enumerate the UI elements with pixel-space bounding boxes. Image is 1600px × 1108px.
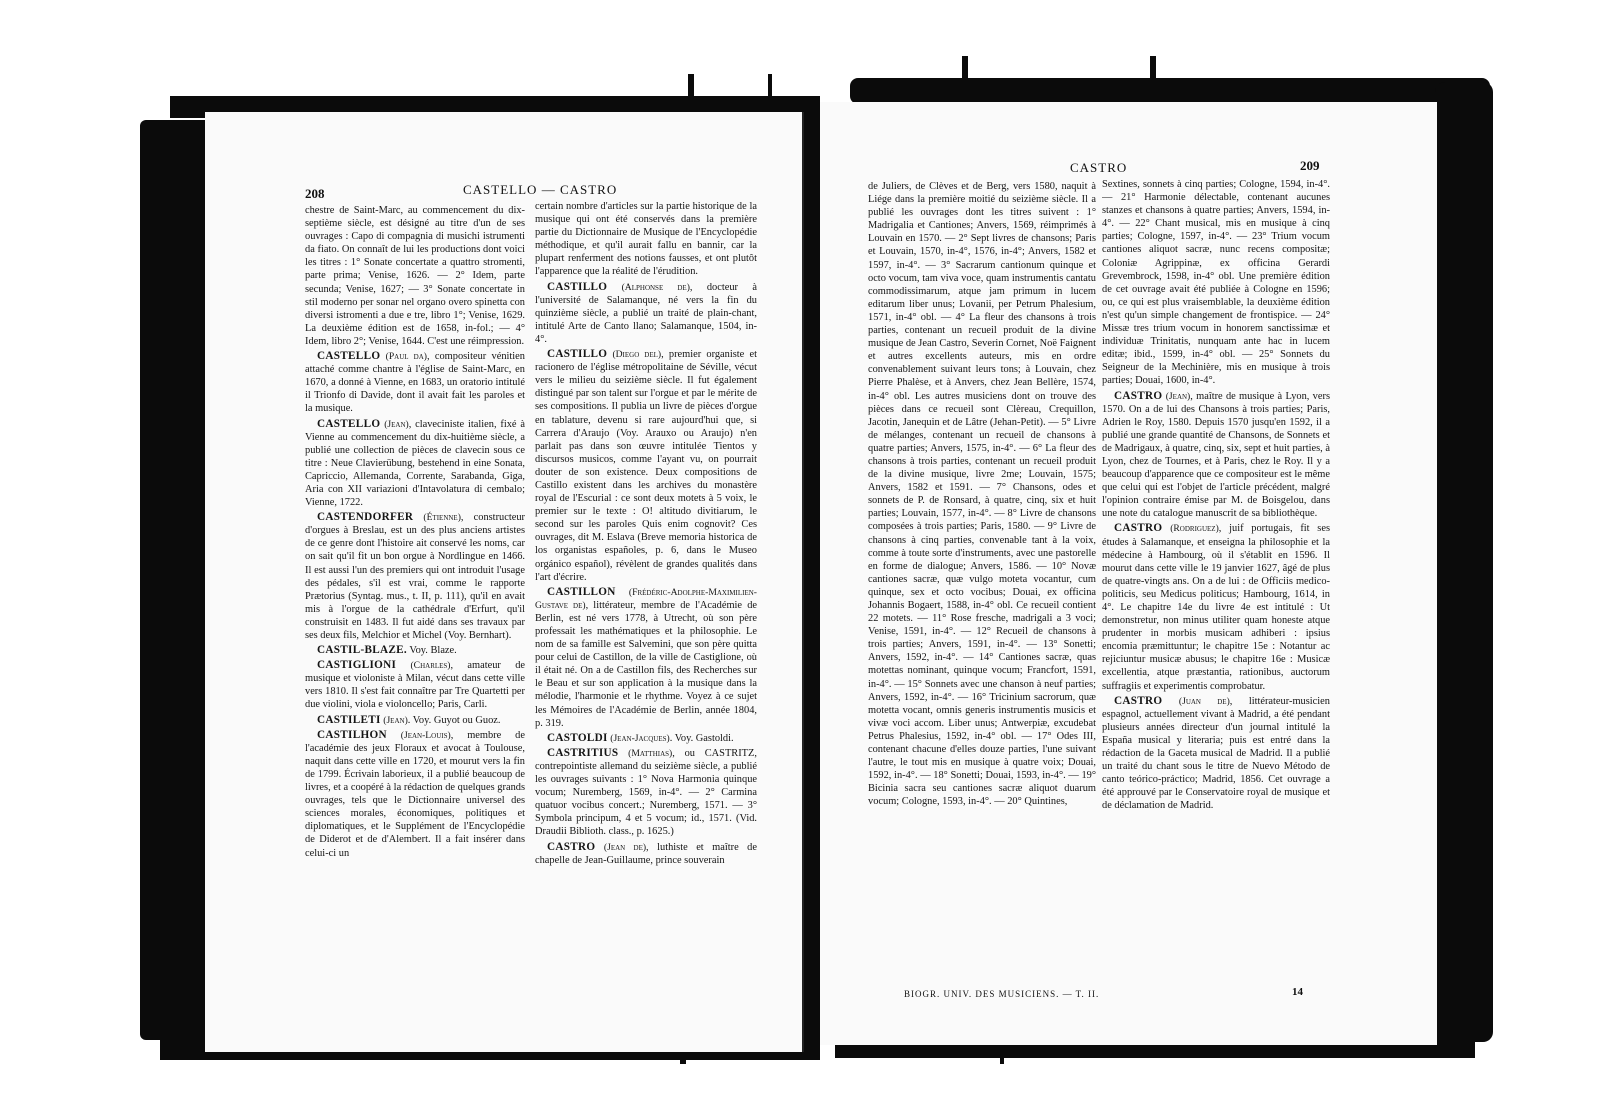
dictionary-entry bbox=[535, 841, 757, 867]
entry-headword: CASTILLO bbox=[547, 348, 608, 361]
entry-headword: CASTRO bbox=[1114, 389, 1163, 402]
left-running-head: CASTELLO — CASTRO bbox=[463, 182, 618, 197]
scan-tab-mark bbox=[768, 74, 772, 104]
dictionary-entry bbox=[305, 418, 525, 510]
scan-tab-mark bbox=[1000, 1044, 1004, 1064]
entry-headword: CASTILLON bbox=[547, 585, 616, 598]
entry-text: , juif portugais, fit ses études à Salamanque, et enseigna la philosophie et la médecine à Hambourg, où il s'établit en 1596. Il mourut dans cette ville le 19 janvier 1627, âgé de plus de quatre-vingts ans. On a de lui : de Officiis medico-politicis, seu Medicus politicus; Hambourg, 1614, in 4°. Le chapitre 14e du livre 4e est intitulé : Ut demonstretur, non minus utiliter quam honeste atque prudenter in morbis musicam adhiberi : ipsius encomia præmittuntur; le chapitre 15e : Notantur ac rejiciuntur musicæ abusus; le chapitre 16e : Musicæ excellentia, atque præstantia, rationibus, auctorum suffragiis et experimentis comprobatur. bbox=[1102, 523, 1330, 692]
entry-text: , littérateur, membre de l'Académie de Berlin, est né vers 1778, à Utrecht, où son père professait les mathématiques et la philosophie. Le nom de sa famille est Salvemini, que son père quitta pour celui de Castillon, de la ville de Castiglione, où il était né. On a de Castillon fils, des Recherches sur le Beau et sur son application à la musique dans la mélodie, l'harmonie et le rhythme. Voyez à ce sujet les Mémoires de l'Académie de Berlin, année 1804, p. 319. bbox=[535, 599, 757, 729]
entry-headword: CASTIGLIONI bbox=[317, 659, 397, 672]
entry-text: , luthiste et maître de chapelle de Jean-Guillaume, prince souverain bbox=[535, 841, 757, 866]
entry-forename: (Jean-Louis) bbox=[400, 729, 451, 741]
entry-headword: CASTELLO bbox=[317, 350, 381, 363]
entry-text: Sextines, sonnets à cinq parties; Cologne, 1594, in-4°. — 21° Harmonie délectable, contenant aucunes stanzes et chansons à quatre parties; Anvers, 1594, in-4°. — 22° Chant musical, mis en musique à cinq parties; Cologne, 1597, in-4°. — 23° Trium vocum cantiones aliquot sacræ, nunc recens compositæ; Coloniæ Agrippinæ, ex officina Gerardi Grevembrock, 1598, in-4° obl. Une première édition de cet ouvrage avait été publiée à Cologne en 1596; ou, ce qui est plus vraisemblable, la deuxième édition n'est qu'un simple changement de frontispice. — 24° Missæ tres trium vocum in honorem sanctissimæ et individuæ Trinitatis, nunquam ante hac in lucem editæ; ibid., 1599, in-4° obl. — 25° Sonnets du Seigneur de la Mechinière, mis en musique à trois parties; Douai, 1600, in-4°. bbox=[1102, 179, 1330, 387]
left-page bbox=[205, 112, 804, 1052]
left-column-1 bbox=[305, 204, 525, 1032]
entry-forename: (Jean) bbox=[1165, 390, 1191, 402]
entry-forename: (Jean-Jacques) bbox=[610, 732, 670, 744]
entry-continuation bbox=[305, 204, 525, 348]
entry-text: , amateur de musique et violoniste à Milan, vécut dans cette ville vers 1810. Il s'est fait connaître par Tre Quartetti per due violini, viola e violoncello; Paris, Carli. bbox=[305, 660, 525, 711]
dictionary-entry bbox=[305, 350, 525, 415]
entry-headword: CASTENDORFER bbox=[317, 511, 414, 524]
entry-headword: CASTOLDI bbox=[547, 731, 608, 744]
entry-forename: (Étienne) bbox=[423, 512, 461, 524]
dictionary-entry bbox=[305, 659, 525, 711]
entry-forename: (Frédéric-Adolphe-Maximilien-Gustave de) bbox=[535, 586, 757, 611]
left-page-number: 208 bbox=[305, 186, 325, 201]
entry-headword: CASTRO bbox=[1114, 522, 1163, 535]
entry-forename: (Rodriguez) bbox=[1170, 523, 1219, 535]
scan-border-left-cover bbox=[140, 120, 215, 1040]
entry-forename: (Diego del) bbox=[612, 349, 662, 361]
entry-forename: (Jean) bbox=[384, 418, 409, 430]
signature-number: 14 bbox=[1292, 986, 1303, 998]
dictionary-entry bbox=[535, 732, 757, 745]
entry-headword: CASTILLO bbox=[547, 280, 608, 293]
dictionary-entry bbox=[535, 348, 757, 584]
entry-headword: CASTILETI bbox=[317, 713, 381, 726]
entry-text: , ou CASTRITZ, contrepointiste allemand du seizième siècle, a publié les ouvrages suivants : 1° Nova Harmonia quinque vocum; Nuremberg, 1569, in-4°. — 2° Carmina quatuor vocibus concert.; Nuremberg, 1571. — 3° Symbola principum, 4 et 5 vocum; id., 1571. (Vid. Draudii Biblioth. class., p. 1625.) bbox=[535, 747, 757, 838]
entry-continuation bbox=[535, 200, 757, 279]
entry-headword: CASTILHON bbox=[317, 728, 387, 741]
entry-text: , claveciniste italien, fixé à Vienne au commencement du dix-huitième siècle, a publié une collection de pièces de clavecin sous ce titre : Neue Clavierübung, bestehend in eine Sonata, Capriccio, Allemanda, Corrente, Sarabanda, Giga, Aria con XII variazioni d'Intavolatura di cembalo; Vienne, 1722. bbox=[305, 418, 525, 509]
entry-forename: (Matthias) bbox=[628, 747, 673, 759]
entry-headword: CASTRO bbox=[547, 840, 596, 853]
entry-forename: (Alphonse de) bbox=[621, 281, 690, 293]
entry-text: de Juliers, de Clèves et de Berg, vers 1580, naquit à Liége dans la première moitié du seizième siècle. Il a publié les ouvrages dont les titres suivent : 1° Madrigalia et Cantiones; Anvers, 1569, réimprimés à Louvain en 1570. — 2° Sept livres de chansons; Paris et Louvain, 1570, in-4°, 1576, in-4°; Anvers, 1582 et 1597, in-4°. — 3° Sacrarum cantionum quinque et octo vocum, tam viva voce, quam instrumentis cantatu commodissimarum, atque jam primum in lucem editarum liber unus; Lovanii, per Petrum Phalesium, 1571, in-4° obl. — 4° La fleur des chansons à trois parties, contenant un recueil produit de la divine musique de Jean Castro, Severin Cornet, Noë Faignent et autres excellents auteurs, mis en ordre convenablement suivant leurs tons; à Louvain, chez Pierre Phalèse, et à Anvers, chez Jean Bellère, 1574, in-4° obl. Les autres musiciens dont on trouve des pièces dans ce recueil sont Clèreau, Crequillon, Jacotin, Janequin et de Lâtre (Jehan-Petit). — 5° Livre de mélanges, contenant un recueil de chansons à quatre parties; Anvers, 1575, in-4°. — 6° La fleur des chansons à trois parties, contenant un recueil produit de la divine musique, livre 2me; Louvain, 1575; Anvers, 1582 et 1591. — 7° Chansons, odes et sonnets de P. de Ronsard, à quatre, cinq, six et huit parties; Louvain, 1577, in-4°. — 8° Livre de chansons composées à trois parties; Paris, 1580. — 9° Livre de chansons à cinq parties, convenable tant à la voix, comme à toute sorte d'instruments, avec une pastorelle en forme de dialogue; Anvers, 1586. — 10° Novæ cantiones sacræ, quæ vulgo moteta vocantur, cum quinque, sex et octo vocibus; Douai, ex officina Johannis Bogaert, 1588, in-4° obl. Ce recueil contient 22 motets. — 11° Rose fresche, madrigali a 3 voci; Venise, 1591, in-4°. — 12° Recueil de chansons à trois parties; Anvers, 1591, in-4°. — 13° Sonetti; Anvers, 1592, in-4°. — 14° Cantiones sacræ, quas motettas nominant, quinque vocum; Francfort, 1591, in-4°. — 15° Sonnets avec une chanson à neuf parties; Anvers, 1592, in-4°. — 16° Tricinium sacrorum, quæ motetta vocant, omnis generis instrumentis musicis et vivæ voci accom. Liber unus; Antwerpiæ, excudebat Petrus Phalesius, 1592, in-4° obl. — 17° Odes III, contenant chacune d'elles douze parties, l'une suivant l'autre, le tout mis en musique à quatre voix; Douai, 1592, in-4°. — 18° Sonetti; Douai, 1593, in-4°. — 19° Bicinia sacra seu cantiones sacræ aliquot duarum vocum; Cologne, 1593, in-4°. — 20° Quintines, bbox=[868, 181, 1096, 808]
entry-text: , compositeur vénitien attaché comme chantre à l'église de Saint-Marc, en 1670, a donné à Vienne, en 1683, un oratorio intitulé il Trionfo di Davide, dont il avait fait les paroles et la musique. bbox=[305, 351, 525, 415]
entry-headword: CASTIL-BLAZE. bbox=[317, 644, 408, 657]
signature-line: BIOGR. UNIV. DES MUSICIENS. — T. II. bbox=[904, 989, 1100, 999]
entry-headword: CASTELLO bbox=[317, 417, 381, 430]
right-running-head: CASTRO bbox=[1070, 160, 1128, 175]
dictionary-entry bbox=[1102, 695, 1330, 813]
scan-tab-mark bbox=[962, 56, 968, 90]
dictionary-entry bbox=[1102, 522, 1330, 692]
entry-forename: (Jean) bbox=[383, 714, 408, 726]
scan-tab-mark bbox=[688, 74, 694, 110]
dictionary-entry bbox=[1102, 390, 1330, 521]
entry-headword: CASTRO bbox=[1114, 694, 1163, 707]
entry-text: , premier organiste et racionero de l'église métropolitaine de Séville, vécut vers le milieu du seizième siècle. Il fut également distingué par son talent sur l'orgue et par le mérite de ses compositions. Il publia un livre de pièces d'orgue en tablature, devenu si rare aujourd'hui que, si Carrera d'Araujo (Voy. Arauxo ou Araujo) n'en parlait pas dans son œuvre intitulée Tientos y discursos musicos, comme l'ayant vu, on pourrait douter de son existence. Deux compositions de Castillo existent dans les archives du monastère royal de l'Escurial : ce sont deux motets à 5 voix, le premier sur le texte : O! altitudo divitiarum, le second sur les paroles Quis enim cognovit? Ces ouvrages, dit M. Eslava (Breve memoria historica de los organistas españoles, p. 6, dans le Museo orgánico español), révèlent de grandes qualités dans l'art d'écrire. bbox=[535, 349, 757, 583]
entry-headword: CASTRITIUS bbox=[547, 746, 619, 759]
dictionary-entry bbox=[535, 586, 757, 730]
entry-text: , maître de musique à Lyon, vers 1570. On a de lui des Chansons à trois parties; Paris, Adrien le Roy, 1580. Depuis 1570 jusqu'en 1592, il a publié une grande quantité de Chansons, de Sonnets et de Madrigaux, à quatre, cinq, six, sept et huit parties, à Lyon, chez de Tournes, et à Paris, chez le Roy. Il y a beaucoup d'apparence que ce compositeur est le même que celui qui est l'objet de l'article précédent, malgré l'opinion contraire émise par M. de Boisgelou, dans une note du catalogue manuscrit de sa bibliothèque. bbox=[1102, 390, 1330, 520]
dictionary-entry bbox=[305, 729, 525, 860]
entry-text: Voy. Blaze. bbox=[407, 645, 457, 657]
dictionary-entry bbox=[535, 281, 757, 346]
right-page-number: 209 bbox=[1300, 158, 1320, 173]
dictionary-entry bbox=[535, 747, 757, 839]
entry-text: certain nombre d'articles sur la partie historique de la musique qui ont été conservés dans la première partie du Dictionnaire de Musique de l'Encyclopédie méthodique, et qu'il aurait fallu en bannir, car la plupart renferment des notions fausses, et ont plutôt l'apparence que la réalité de l'érudition. bbox=[535, 201, 757, 278]
scan-border-right-cover bbox=[1435, 82, 1493, 1042]
right-column-2 bbox=[1102, 178, 1330, 986]
entry-text: . Voy. Gastoldi. bbox=[669, 732, 734, 744]
entry-forename: (Charles) bbox=[410, 660, 451, 672]
scan-border-gutter bbox=[802, 96, 820, 1056]
entry-text: , constructeur d'orgues à Breslau, est un des plus anciens artistes de ce genre dont l'histoire ait conservé les noms, car on sait qu'il fit un bon orgue à Nordlingue en 1466. Il est aussi l'un des premiers qui ont introduit l'usage des pédales, s'il est vrai, comme le rapporte Prætorius (Syntag. mus., t. II, p. 111), qu'il en avait mis à l'orgue de la cathédrale d'Erfurt, qu'il construisit en 1483. Il fut aidé dans ses travaux par ses deux fils, Melchior et Michel (Voy. Bernhart). bbox=[305, 512, 525, 641]
scan-tab-mark bbox=[1150, 56, 1156, 86]
dictionary-entry bbox=[305, 511, 525, 642]
entry-continuation bbox=[868, 180, 1096, 809]
entry-text: , docteur à l'université de Salamanque, né vers la fin du quinzième siècle, a publié un traité de plain-chant, intitulé Arte de Canto llano; Salamanque, 1504, in-4°. bbox=[535, 281, 757, 345]
right-page bbox=[820, 102, 1437, 1045]
right-column-1 bbox=[868, 180, 1096, 980]
left-column-2 bbox=[535, 200, 757, 1028]
dictionary-entry bbox=[305, 644, 525, 657]
entry-forename: (Jean de) bbox=[603, 841, 647, 853]
entry-text: , littérateur-musicien espagnol, actuellement vivant à Madrid, a été pendant plusieurs années directeur d'un journal intitulé la España musical y literaria; puis est entré dans la rédaction de la Gaceta musical de Madrid. Il a publié un traité du chant sous le titre de Nuevo Método de canto teórico-práctico; Madrid, 1856. Cet ouvrage a été approuvé par le Conservatoire royal de musique et de déclamation de Madrid. bbox=[1102, 695, 1330, 812]
entry-text: . Voy. Guyot ou Guoz. bbox=[407, 714, 501, 726]
entry-text: , membre de l'académie des jeux Floraux et avocat à Toulouse, naquit dans cette ville en 1720, et mourut vers la fin de 1799. Écrivain laborieux, il a publié beaucoup de livres, et a coopéré à la rédaction de quelques grands ouvrages, tels que le Dictionnaire universel des sciences morales, économiques, politiques et diplomatiques, et le Supplément de l'Encyclopédie de Diderot et de d'Alembert. Il a fait insérer dans celui-ci un bbox=[305, 729, 525, 859]
scan-border-right-top bbox=[850, 78, 1490, 104]
entry-forename: (Paul da) bbox=[385, 351, 427, 363]
dictionary-entry bbox=[305, 714, 525, 727]
entry-forename: (Juan de) bbox=[1178, 695, 1230, 707]
entry-continuation bbox=[1102, 178, 1330, 388]
entry-text: chestre de Saint-Marc, au commencement du dix-septième siècle, est désigné au titre d'un de ses ouvrages : Capo di compagnia di musichi istrumenti da fiato. On connaît de lui les productions dont voici les titres : 1° Sonate concertate a quattro stromenti, parte prima; Venise, 1626. — 2° Idem, parte secunda; Venise, 1627; — 3° Sonate concertate in stil moderno per sonar nel organo overo spinetta con diversi istromenti a due e tre, libro 1°; Venise, 1629. La deuxième édition est de 1658, in-fol.; — 4° Idem, libro 2°; Venise, 1644. C'est une réimpression. bbox=[305, 205, 525, 347]
